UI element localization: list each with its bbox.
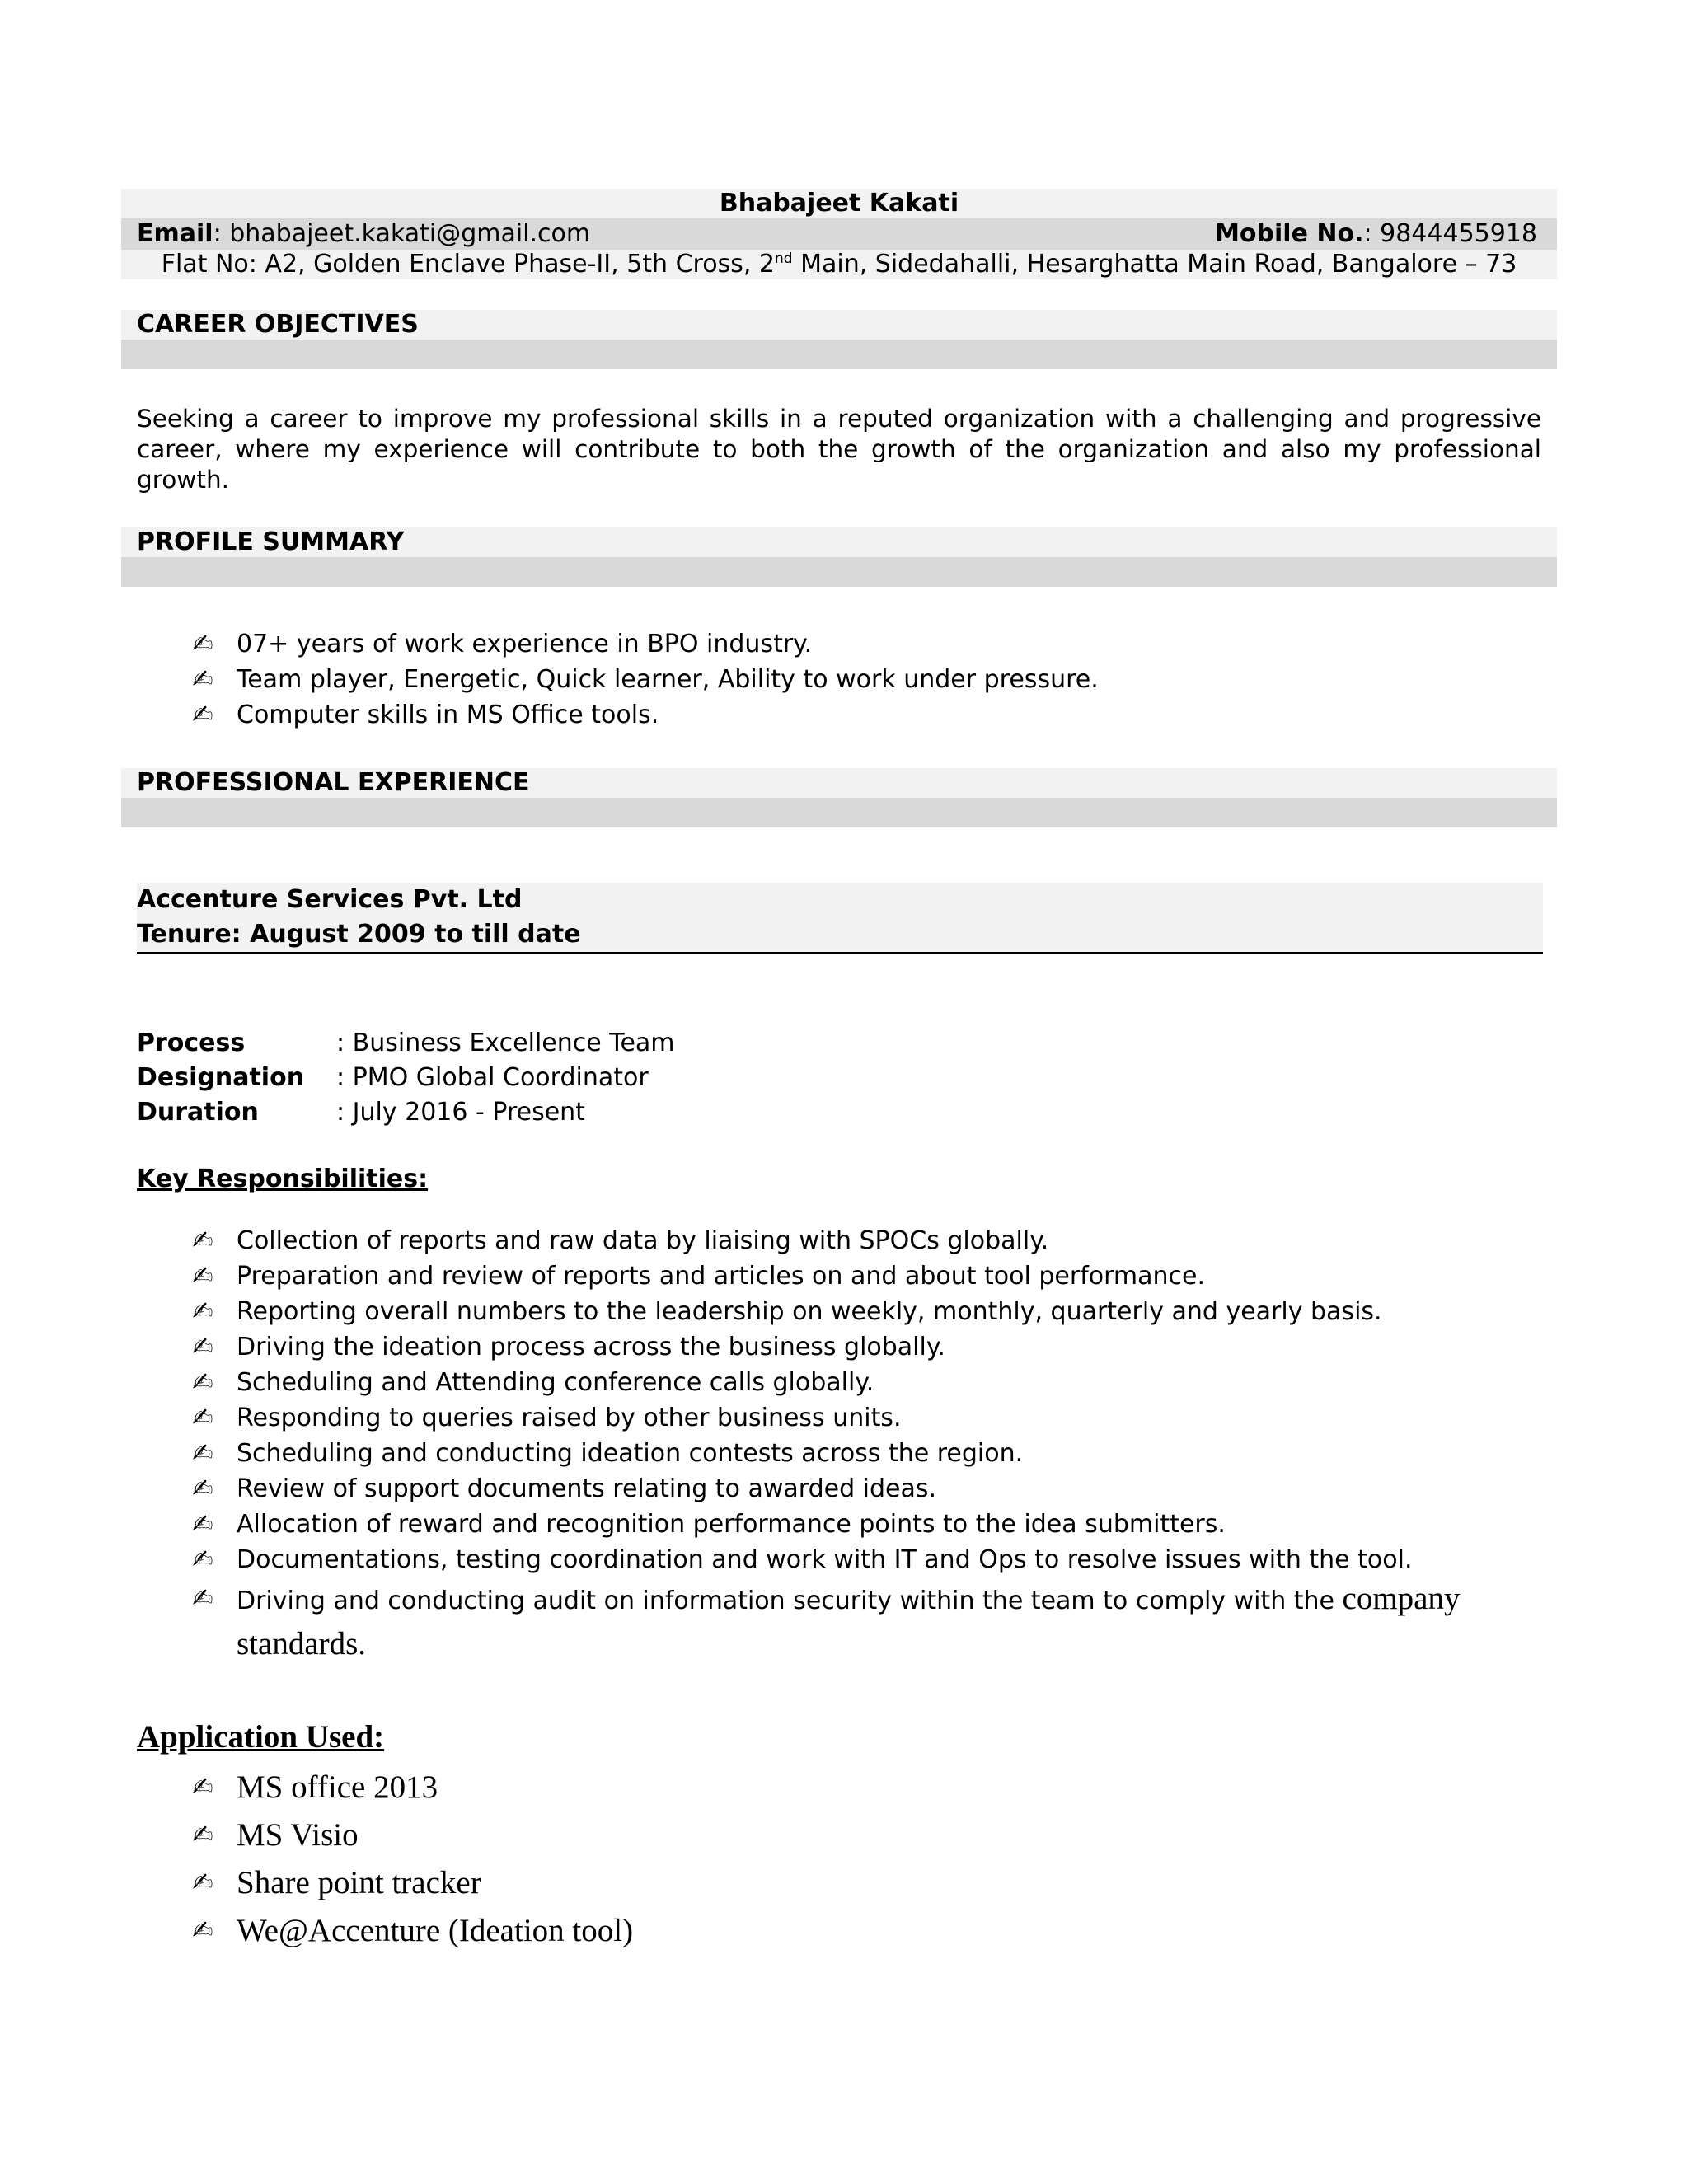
list-item: [188, 1507, 1412, 1542]
address-text: Flat No: A2, Golden Enclave Phase-II, 5th Cross, 2: [161, 250, 775, 279]
mobile-line: [1215, 218, 1537, 250]
list-item: [188, 1365, 1412, 1400]
writing-hand-icon: ✍: [192, 1545, 213, 1574]
candidate-name: Bhabajeet Kakati: [121, 189, 1557, 218]
list-item-text: Allocation of reward and recognition performance points to the idea submitters.: [237, 1510, 1226, 1539]
writing-hand-icon: ✍: [192, 1474, 213, 1503]
section-band: [121, 557, 1557, 587]
email-label: Email: [137, 219, 213, 248]
list-item-text: MS office 2013: [237, 1769, 438, 1805]
list-item: [188, 1542, 1412, 1577]
section-professional-experience: [121, 768, 1557, 827]
list-item: [188, 697, 1099, 733]
list-item-text: 07+ years of work experience in BPO industry.: [237, 630, 813, 658]
designation-label: Designation: [137, 1063, 305, 1092]
list-item-text: Driving the ideation process across the business globally.: [237, 1333, 945, 1361]
list-item-text: Responding to queries raised by other business units.: [237, 1404, 902, 1432]
address-line: [121, 250, 1557, 279]
list-item: [188, 1329, 1412, 1365]
list-item-text: Computer skills in MS Office tools.: [237, 701, 659, 729]
list-item: [188, 1436, 1412, 1471]
writing-hand-icon: ✍: [192, 701, 213, 729]
mobile-value: : 9844455918: [1363, 219, 1537, 248]
company-block: [137, 883, 1543, 954]
address-superscript: nd: [775, 251, 793, 267]
writing-hand-icon: ✍: [192, 1510, 213, 1539]
designation-value: : PMO Global Coordinator: [336, 1063, 649, 1092]
writing-hand-icon: ✍: [192, 665, 213, 694]
writing-hand-icon: ✍: [192, 1439, 213, 1468]
writing-hand-icon: ✍: [192, 1297, 213, 1326]
list-item: [188, 1907, 633, 1955]
section-heading: PROFESSIONAL EXPERIENCE: [121, 768, 1557, 798]
list-item-text: Review of support documents relating to awarded ideas.: [237, 1474, 937, 1503]
list-item-text: Share point tracker: [237, 1865, 481, 1900]
application-used-heading: Application Used:: [137, 1719, 385, 1755]
list-item: [188, 626, 1099, 662]
list-item-text: Team player, Energetic, Quick learner, Ability to work under pressure.: [237, 665, 1099, 694]
list-item: [188, 1471, 1412, 1507]
process-label: Process: [137, 1029, 246, 1057]
list-item: [188, 1811, 633, 1859]
list-item: [188, 1859, 633, 1907]
list-item-text: Collection of reports and raw data by liaising with SPOCs globally.: [237, 1226, 1049, 1255]
section-band: [121, 340, 1557, 369]
writing-hand-icon: ✍: [192, 1262, 213, 1291]
mobile-label: Mobile No.: [1215, 219, 1364, 248]
writing-hand-icon: ✍: [192, 1226, 213, 1255]
list-item: [188, 1258, 1412, 1294]
section-career-objectives: [121, 310, 1557, 369]
list-item: [188, 1294, 1412, 1329]
email-value: : bhabajeet.kakati@gmail.com: [213, 219, 591, 248]
list-item: [188, 1400, 1412, 1436]
list-item: [188, 1764, 633, 1811]
writing-hand-icon: ✍: [192, 1773, 213, 1802]
responsibilities-list: [188, 1223, 1412, 1577]
writing-hand-icon: ✍: [192, 1868, 213, 1897]
section-heading: CAREER OBJECTIVES: [121, 310, 1557, 340]
address-text-end: Main, Sidedahalli, Hesarghatta Main Road, Bangalore – 73: [792, 250, 1517, 279]
list-item-text: Scheduling and conducting ideation contests across the region.: [237, 1439, 1024, 1468]
writing-hand-icon: ✍: [192, 1404, 213, 1432]
writing-hand-icon: ✍: [192, 1333, 213, 1361]
process-value: : Business Excellence Team: [336, 1029, 675, 1057]
duration-label: Duration: [137, 1098, 259, 1127]
list-item: [188, 1577, 1461, 1668]
section-heading: PROFILE SUMMARY: [121, 527, 1557, 557]
profile-summary-list: [188, 626, 1099, 733]
list-item: [188, 662, 1099, 697]
section-profile-summary: [121, 527, 1557, 587]
list-item-text: Preparation and review of reports and articles on and about tool performance.: [237, 1262, 1206, 1291]
writing-hand-icon: ✍: [192, 630, 213, 658]
duration-value: : July 2016 - Present: [336, 1098, 585, 1127]
responsibilities-list-last: [188, 1577, 1461, 1668]
company-tenure: Tenure: August 2009 to till date: [137, 920, 581, 949]
list-item: [188, 1223, 1412, 1258]
contact-row: [121, 218, 1557, 250]
list-item-text-continuation: standards.: [237, 1626, 367, 1661]
section-band: [121, 798, 1557, 827]
career-objective-text: Seeking a career to improve my professional skills in a reputed organization with a challenging and progressive career, where my experience will contribute to both the growth of the organization and also my professional growth.: [137, 405, 1541, 494]
writing-hand-icon: ✍: [192, 1584, 213, 1613]
company-name: Accenture Services Pvt. Ltd: [137, 885, 523, 914]
list-item-text-serif: company: [1342, 1581, 1461, 1616]
list-item-text: Reporting overall numbers to the leadership on weekly, monthly, quarterly and yearly basis.: [237, 1297, 1382, 1326]
applications-list: [188, 1764, 633, 1955]
writing-hand-icon: ✍: [192, 1916, 213, 1945]
list-item-text: Driving and conducting audit on information security within the team to comply with the: [237, 1586, 1343, 1615]
writing-hand-icon: ✍: [192, 1821, 213, 1849]
list-item-text: Documentations, testing coordination and work with IT and Ops to resolve issues with the tool.: [237, 1545, 1413, 1574]
email-line: [137, 218, 590, 250]
list-item-text: Scheduling and Attending conference calls globally.: [237, 1368, 874, 1397]
list-item-text: We@Accenture (Ideation tool): [237, 1913, 634, 1948]
writing-hand-icon: ✍: [192, 1368, 213, 1397]
list-item-text: MS Visio: [237, 1817, 359, 1853]
key-responsibilities-heading: Key Responsibilities:: [137, 1165, 429, 1193]
